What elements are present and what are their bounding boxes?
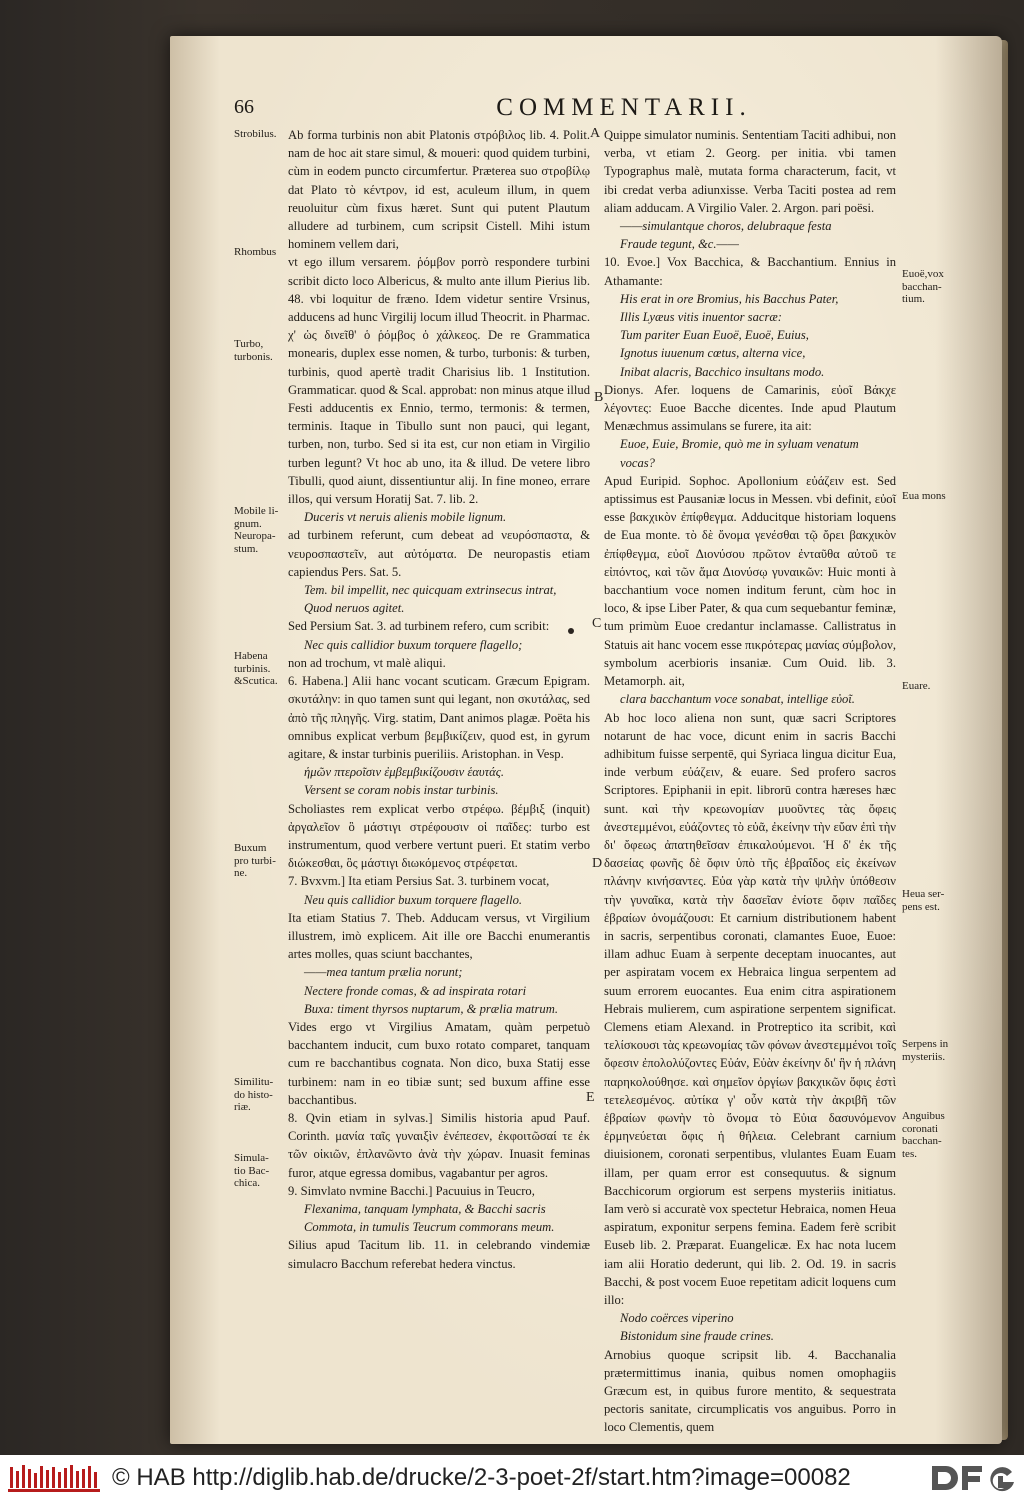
paragraph-statius: Ita etiam Statius 7. Theb. Adducam versus, vt Virgilium illustrem, imò explicem. Ait ille ore Bacchi enumerantis artes molles, quas sciunt bacchantes, bbox=[288, 910, 590, 962]
paragraph-rhombus: vt ego illum versarem. ῥόμβον porrò respondere turbini scribit dicto loco Albericus, & multo ante illum Pierius lib. 48. vbi loquitur de fræno. Idem videtur sentire Vrsinus, adducens ad hunc Virgilij locum illud Theocrit. in Pharmac. χ' ὡς δινεῖθ' ὁ ῥόμβος ὁ χάλκεος. De re Grammatica monearis, duplex esse nomen, & turbo, turbonis: & turben, turbinis, quod apertè tradit Charisius lib. 1 Institution. Grammaticar. quod & Scal. approbat: non minus atque illud Festi adducentis ex Ennio, termo, termonis: & termen, terminis. Itaque in Tibullo sunt non pauci, qui legant, turben, non, turbo. Sed si ita est, cur non etiam in Virgilio turben legunt? Vt hoc ab uno, ita & illud. De vetere libro Tibulli, quod aiunt, dissentiuntur alij. In fine moneo, errare illos, qui versum Horatij Sat. 7. lib. 2. bbox=[288, 255, 590, 507]
dfg-logo-icon bbox=[928, 1463, 1016, 1493]
verse-line: Euoe, Euie, Bromie, quò me in syluam venatum vocas? bbox=[620, 437, 859, 470]
section-letter-a: A bbox=[590, 126, 601, 141]
paragraph-serpent: Ab hoc loco aliena non sunt, quæ sacri Scriptores notarunt de hac voce, dicunt enim in sacris Bacchi adhibitum fuisse serpentē, qui Syriaca lingua dicitur Eua, inde verbum εὐάζειν, & euare. Sed profero sacros Scriptores. Epiphanii in epit. librorū contra hæreses hæc sunt. καὶ τὴν κρεωνομίαν μυοῦντες τὰς ὄφεις ἀνεστεμμένοι, εὐάζοντες τὸ εὐᾶ, ἐκείνην τὴν εὔαν ἐπὶ τὴν δι' ὄφεως ἀπατηθεῖσαν ἐπικαλούμενοι. Ἡ δ' ἐκ τῆς δασείας φωνῆς δὲ ὄφιν ὑπὸ τῆς ἑβραΐδος εἰς ἐκείνων πλάνην κινήσαντες. Εὐα γὰρ κατὰ τὴν ψιλὴν ὑπόθεσιν τὴν γυναῖκα, κατὰ τὴν δασεῖαν ἐνίοτε ὄφιν παῖδες ἑβραίων ὀνομάζουσι: Et carnium distributionem habent in sacris, serpentibus coronati, clamantes Euoe, Euoe: illam adhuc Euam à serpente deceptam inuocantes, aut per aspiratam vocem ex Hebraica lingua serpentem ad suum errorem euocantes. Eua enim citra aspirationem Hebrais mulierem, cum aspiratione serpentem significat. Clemens etiam Alexand. in Protreptico ita scribit, καὶ τελίσκουσι τὰς κρεωνομίας τῶν φόνων ἀνεστεμμένοι τοῖς ὄφεσιν ἐπολολύζοντες Εὐάν, Εὐὰν ἐκείνην δι' ἣν ἡ πλάνη παρηκολούθησε. καὶ σημεῖον ὀργίων βακχικῶν ὄφις ἐστὶ τετελεσμένος. αὐτίκα γ' οὖν κατὰ τὴν ἀκριβῆ τῶν ἑβραίων φωνὴν τὸ ὄνομα τὸ Εὐια δασυνόμενον ἑρμηνεύεται ὄφις ἡ θήλεια. Celebrant carnium diuisionem, coronati serpentibus, vlulantes Euam Euam illam, per quam error est consequutus. & signum Bacchicorum orgiorum est serpens mysteriis initiatus. Iam verò si accuratè vox spectetur Hebraica, nomen Heua aspiratum, exponitur serpens femina. Eadem ferè scribit Euseb lib. 2. Præparat. Euangelicæ. Ex hac nota lucem iam alii Horatio dederunt, qui lib. 2. Od. 19. in sacris Bacchi, & post vocem Euoe repetitam adicit loquens cum illo: bbox=[604, 710, 896, 1307]
margin-note-buxum: Buxum pro turbi- ne. bbox=[234, 842, 276, 879]
paragraph-trochum: non ad trochum, vt malè aliqui. bbox=[288, 655, 446, 670]
margin-note-similitudo: Similitu- do histo- riæ. bbox=[234, 1076, 274, 1113]
section-letter-b: B bbox=[594, 390, 604, 405]
margin-note-simulatio: Simula- tio Bac- chica. bbox=[234, 1152, 270, 1189]
verse-line: ——mea tantum prælia norunt; bbox=[304, 965, 463, 980]
verse-line: Neu quis callidior buxum torquere flagello. bbox=[304, 892, 523, 907]
verse-line: Inibat alacris, Bacchico insultans modo. bbox=[620, 364, 825, 379]
verse-line: ——simulantque choros, delubraque festa bbox=[620, 219, 832, 234]
footer-bar bbox=[0, 1455, 1024, 1501]
margin-note-euare: Euare. bbox=[902, 680, 931, 692]
paragraph-silius: Silius apud Tacitum lib. 11. in celebrando vindemiæ simulacro Bacchum referebat hedera vinctus. bbox=[288, 1238, 590, 1271]
paragraph-scholiastes: Scholiastes rem explicat verbo στρέφω. βέμβιξ (inquit) ἀργαλεῖον ὃ μάστιγι στρέφουσιν οἱ παῖδες: turbo est instrumentum, quod verbere vertunt pueri. Et statim verbo διώκεσθαι, ὃς μάστιγι διωκόμενος στρέφεται. bbox=[288, 801, 590, 871]
paragraph-habena: 6. Habena.] Alii hanc vocant scuticam. Græcum Epigram. σκυτάλην: in quo tamen sunt qui legant, non σκυτάλας, sed ἀπὸ τῆς πληγῆς. Virg. statim, Dant animos plagæ. Poëta his omnibus explicat verbum βεμβικίζειν, quod est, in gyrum agitare, & instar turbinis pueriliis. Aristophan. in Vesp. bbox=[288, 674, 590, 761]
margin-note-eua-mons: Eua mons bbox=[902, 490, 946, 502]
paragraph-pausanias: Apud Euripid. Sophoc. Apollonium εὐάζειν est. Sed aptissimus est Pausaniæ locus in Messen. vbi definit, εὐοῖ esse βακχικὸν ἐπίφθεγμα. Adducitque historiam loquens de Eua monte. τὸ δὲ ὄνομα γενέσθαι τῷ ὄρει βακχικὸν ἐπίφθεγμα, εὐοῖ Διονύσου πρῶτον ἐνταῦθα αὐτοῦ τε εἰπόντος, καὶ τῶν ἅμα Διονύσῳ γυναικῶν: Huic monti à bacchantium voce nomen inditum ferunt, cùm hoc in loco, & ipse Liber Pater, & qua cum sequebantur feminæ, tum primùm Euoe credantur inclamasse. Callistratus in Statuis ait hanc vocem esse πικρότερας μανίας σύμβολον, symbolum acerbioris insaniæ. Cum Ouid. lib. 3. Metamorph. ait, bbox=[604, 473, 896, 689]
section-letter-c: C bbox=[592, 616, 602, 631]
paragraph-buxum: 7. Bvxvm.] Ita etiam Persius Sat. 3. turbinem vocat, bbox=[288, 874, 550, 889]
verse-line: Bistonidum sine fraude crines. bbox=[620, 1329, 774, 1344]
page-header bbox=[234, 96, 974, 126]
verse-line: Versent se coram nobis instar turbinis. bbox=[304, 783, 499, 798]
verse-line: Illis Lyæus vitis inuentor sacræ: bbox=[620, 310, 782, 325]
paragraph-neuropasta: ad turbinem referunt, cum debeat ad νευρόσπαστα, & νευροσπαστεῖν, aut αὐτόματα. De neuropastis etiam capiendus Pers. Sat. 5. bbox=[288, 528, 590, 579]
margin-note-mobile-lignum: Mobile li- gnum. Neuropa- stum. bbox=[234, 505, 279, 555]
verse-line: Fraude tegunt, &c.—— bbox=[620, 237, 739, 252]
verse-line: Tum pariter Euan Euoë, Euoë, Euius, bbox=[620, 328, 809, 343]
margin-note-rhombus: Rhombus bbox=[234, 246, 277, 258]
verse-line: His erat in ore Bromius, his Bacchus Pater, bbox=[620, 291, 839, 306]
hab-logo-icon bbox=[8, 1463, 100, 1493]
verse-line: Nodo coërces viperino bbox=[620, 1311, 734, 1326]
paragraph-simulator: Quippe simulator numinis. Sententiam Taciti adhibui, non verba, vt etiam 2. Georg. per initia. vbi tamen Typographus malè, mutata forma characterum, facit, vt ibi credat verba adiunxisse. Verba Taciti postea ad rem aliam adducam. A Virgilio Valer. 2. Argon. pari poësi. bbox=[604, 128, 897, 215]
verse-line: Flexanima, tanquam lymphata, & Bacchi sacris bbox=[304, 1201, 546, 1216]
running-title: COMMENTARII. bbox=[496, 94, 752, 121]
margin-note-turbo: Turbo, turbonis. bbox=[234, 338, 273, 363]
paragraph-arnobius: Arnobius quoque scripsit lib. 4. Bacchanalia prætermittimus inania, quibus nomen omophagiis Græcum est, in quibus furore mentito, & sequestrata pectoris sanitate, circumplicatis vos anguibus. Porro in loco Clementis, quem bbox=[604, 1347, 896, 1435]
verse-line: Quod neruos agitet. bbox=[304, 601, 405, 616]
copyright-url: © HAB http://diglib.hab.de/drucke/2-3-poet-2f/start.htm?image=00082 bbox=[112, 1464, 851, 1491]
margin-note-serpens: Serpens in mysteriis. bbox=[902, 1038, 949, 1063]
paragraph-evoe: 10. Evoe.] Vox Bacchica, & Bacchantium. Ennius in Athamante: bbox=[604, 255, 896, 288]
page-number: 66 bbox=[234, 96, 254, 118]
verse-line: Nectere fronde comas, & ad inspirata rotari bbox=[304, 983, 527, 998]
greek-verse-line: ἡμῶν πτεροῖσιν ἐμβεμβικίζουσιν ἑαυτάς. bbox=[304, 765, 505, 780]
margin-note-anguibus: Anguibus coronati bacchan- tes. bbox=[902, 1110, 945, 1160]
verse-line: Commota, in tumulis Teucrum commorans meum. bbox=[304, 1220, 555, 1235]
verse-line: Buxa: timent thyrsos nuptarum, & prælia matrum. bbox=[304, 1001, 558, 1016]
left-column-text bbox=[288, 126, 590, 1273]
margin-note-strobilus: Strobilus. bbox=[234, 128, 277, 140]
section-letter-d: D bbox=[592, 856, 603, 871]
paragraph-sylvas: 8. Qvin etiam in sylvas.] Similis historia apud Pauf. Corinth. μανία ταῖς γυναιξὶν ἐνέπεσεν, ἐκφοιτῶσαί τε ἐκ τῶν οἰκιῶν, ἐπλανῶντο ἀνὰ τὴν χώραν. Inuasit feminas furor, atque egressa domibus, vagabantur per agros. bbox=[288, 1110, 590, 1180]
paragraph-dionysius: Dionys. Afer. loquens de Camarinis, εὐοῖ Βάκχε λέγοντες: Euoe Bacche dicentes. Inde apud Plautum Menæchmus assimulans se furere, ita ait: bbox=[604, 382, 896, 434]
verse-line: Nec quis callidior buxum torquere flagello; bbox=[304, 637, 523, 652]
verse-line: Tem. bil impellit, nec quicquam extrinsecus intrat, bbox=[304, 583, 557, 598]
verse-line: clara bacchantum voce sonabat, intellige εὐοῖ. bbox=[620, 692, 855, 707]
paragraph-persius: Sed Persium Sat. 3. ad turbinem refero, cum scribit: bbox=[288, 619, 550, 634]
margin-note-habena: Habena turbinis. &Scutica. bbox=[234, 650, 278, 687]
margin-note-heua: Heua ser- pens est. bbox=[902, 888, 945, 913]
section-letter-e: E bbox=[586, 1090, 595, 1105]
paragraph-strobilus: Ab forma turbinis non abit Platonis στρόβιλος lib. 4. Polit. nam de hoc ait stare simul, & moueri: quod quidem turbini, cùm in eodem puncto circumfertur. Præterea suo στροβίλῳ dat Plato τὸ κέντρον, id est, aculeum illum, in quem reuoluitur cùm fixus hæret. Sunt qui putent Plautum alludere ad turbinem, cum scripsit Cistell. Mihi istum hominem vellem dari, bbox=[288, 128, 590, 252]
right-column-text bbox=[604, 126, 896, 1437]
verse-line: Duceris vt neruis alienis mobile lignum. bbox=[304, 510, 507, 525]
verse-line: Ignotus iuuenum cœtus, alterna vice, bbox=[620, 346, 806, 361]
paragraph-amata: Vides ergo vt Virgilius Amatam, quàm perpetuò bacchantem inducit, cum buxo rotato comparet, tanquam cum re bacchantibus cognata. Non dico, buxa Statij esse turbinem: nam in eo tibiæ sunt; sed buxum affine esse bacchantibus. bbox=[288, 1019, 590, 1107]
paragraph-simulato: 9. Simvlato nvmine Bacchi.] Pacuuius in Teucro, bbox=[288, 1183, 535, 1198]
margin-note-euoe: Euoë,vox bacchan- tium. bbox=[902, 268, 944, 305]
